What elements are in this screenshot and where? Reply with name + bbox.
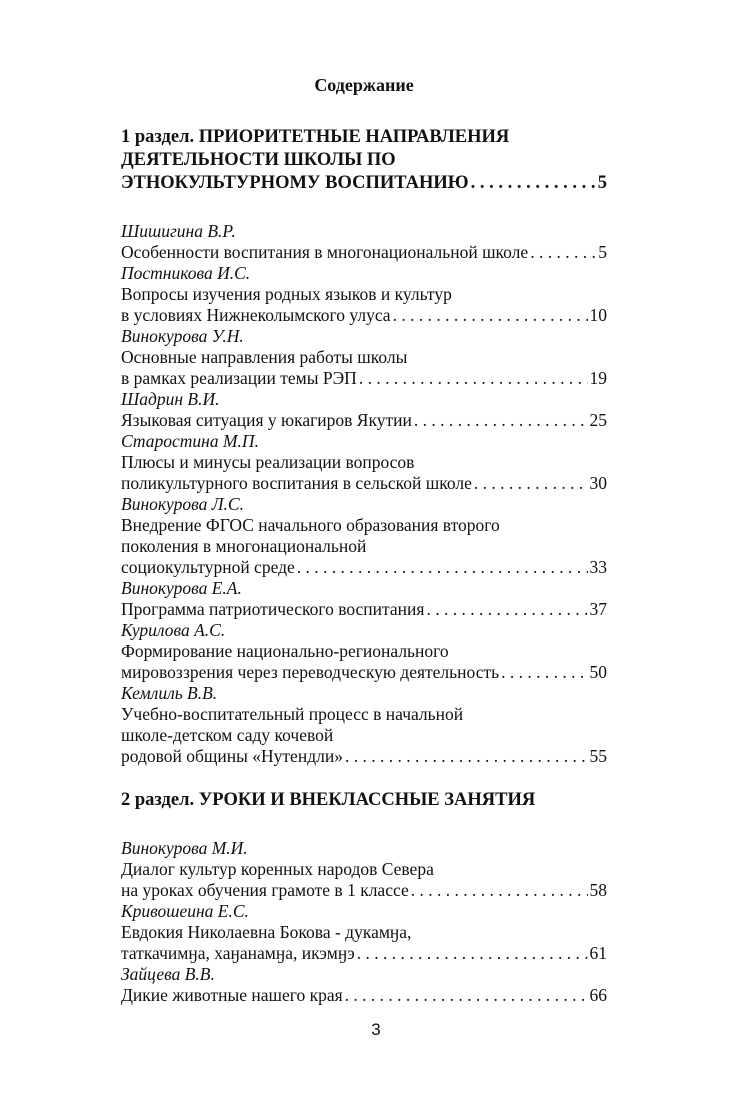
page-number: 3 <box>371 1020 381 1039</box>
entry-author: Шишигина В.Р. <box>121 221 236 241</box>
section-1-page: 5 <box>597 173 607 193</box>
entry-last-line <box>121 746 607 767</box>
entry-author: Винокурова Е.А. <box>121 578 242 598</box>
section-1-heading <box>121 126 607 195</box>
dot-leader <box>426 599 587 620</box>
toc-entry <box>121 578 607 620</box>
section-1-last-line <box>121 172 607 195</box>
section-2-heading <box>121 789 607 812</box>
dot-leader <box>359 368 588 389</box>
entry-title-line: на уроках обучения грамоте в 1 классе <box>121 880 409 900</box>
entry-title-line: Особенности воспитания в многонациональной школе <box>121 242 529 262</box>
entry-author: Старостина М.П. <box>121 431 259 451</box>
section-1-line-2: ДЕЯТЕЛЬНОСТИ ШКОЛЫ ПО <box>121 150 396 170</box>
entry-title-line: поколения в многонациональной <box>121 536 367 556</box>
entry-last-line <box>121 368 607 389</box>
entry-last-line <box>121 557 607 578</box>
entry-page: 19 <box>589 368 607 388</box>
entry-author: Постникова И.С. <box>121 263 251 283</box>
entry-title-line: Программа патриотического воспитания <box>121 599 425 619</box>
entry-page: 25 <box>589 410 607 430</box>
entry-title-line: Учебно-воспитательный процесс в начальной <box>121 704 464 724</box>
entry-last-line <box>121 305 607 326</box>
section-1-line-3: ЭТНОКУЛЬТУРНОМУ ВОСПИТАНИЮ <box>121 173 469 193</box>
dot-leader <box>414 410 588 431</box>
entry-last-line <box>121 662 607 683</box>
dot-leader <box>297 557 588 578</box>
toc-entry <box>121 389 607 431</box>
entry-title-line: Формирование национально-регионального <box>121 641 449 661</box>
entry-title-line: Дикие животные нашего края <box>121 985 343 1005</box>
entry-title-line: в условиях Нижнеколымского улуса <box>121 305 391 325</box>
toc-entry <box>121 683 607 767</box>
entry-title-line: Вопросы изучения родных языков и культур <box>121 284 452 304</box>
toc-entry <box>121 326 607 389</box>
dot-leader <box>474 473 588 494</box>
toc-page <box>121 60 607 1006</box>
entry-title-line: Языковая ситуация у юкагиров Якутии <box>121 410 412 430</box>
toc-heading: Содержание <box>314 75 414 95</box>
toc-entry <box>121 263 607 326</box>
toc-entry <box>121 901 607 964</box>
entry-author: Зайцева В.В. <box>121 964 215 984</box>
toc-entry <box>121 620 607 683</box>
entry-author: Кривошеина Е.С. <box>121 901 249 921</box>
entry-last-line <box>121 943 607 964</box>
entry-page: 30 <box>589 473 607 493</box>
section-2-title: 2 раздел. УРОКИ И ВНЕКЛАССНЫЕ ЗАНЯТИЯ <box>121 790 536 810</box>
dot-leader <box>471 172 596 195</box>
entry-title-line: родовой общины «Нутендли» <box>121 746 343 766</box>
dot-leader <box>530 242 596 263</box>
entry-last-line <box>121 599 607 620</box>
entry-title-line: в рамках реализации темы РЭП <box>121 368 357 388</box>
toc-entry <box>121 221 607 263</box>
entry-page: 55 <box>589 746 607 766</box>
entry-title-line: школе-детском саду кочевой <box>121 725 334 745</box>
entry-page: 33 <box>589 557 607 577</box>
entry-author: Кемлиль В.В. <box>121 683 218 703</box>
section-2-entries <box>121 838 607 1006</box>
entry-page: 50 <box>589 662 607 682</box>
dot-leader <box>393 305 588 326</box>
entry-title-line: Основные направления работы школы <box>121 347 408 367</box>
dot-leader <box>501 662 587 683</box>
section-1-line-1: 1 раздел. ПРИОРИТЕТНЫЕ НАПРАВЛЕНИЯ <box>121 127 510 147</box>
entry-title-line: Диалог культур коренных народов Севера <box>121 859 434 879</box>
entry-last-line <box>121 242 607 263</box>
entry-page: 10 <box>589 305 607 325</box>
dot-leader <box>357 943 588 964</box>
entry-title-line: поликультурного воспитания в сельской школе <box>121 473 472 493</box>
entry-author: Винокурова Л.С. <box>121 494 244 514</box>
entry-author: Курилова А.С. <box>121 620 226 640</box>
dot-leader <box>345 985 588 1006</box>
entry-last-line <box>121 473 607 494</box>
entry-author: Шадрин В.И. <box>121 389 220 409</box>
dot-leader <box>345 746 588 767</box>
entry-author: Винокурова М.И. <box>121 838 248 858</box>
entry-last-line <box>121 985 607 1006</box>
toc-entry <box>121 431 607 494</box>
entry-page: 37 <box>589 599 607 619</box>
entry-page: 61 <box>589 943 607 963</box>
entry-author: Винокурова У.Н. <box>121 326 244 346</box>
entry-last-line <box>121 880 607 901</box>
entry-page: 5 <box>598 242 607 262</box>
entry-page: 58 <box>589 880 607 900</box>
entry-last-line <box>121 410 607 431</box>
entry-title-line: Внедрение ФГОС начального образования второго <box>121 515 500 535</box>
entry-title-line: Евдокия Николаевна Бокова - дукамӈа, <box>121 922 412 942</box>
entry-title-line: социокультурной среде <box>121 557 295 577</box>
toc-entry <box>121 964 607 1006</box>
entry-title-line: Плюсы и минусы реализации вопросов <box>121 452 415 472</box>
entry-title-line: мировоззрения через переводческую деятельность <box>121 662 500 682</box>
toc-entry <box>121 838 607 901</box>
dot-leader <box>411 880 588 901</box>
section-1-entries <box>121 221 607 767</box>
entry-title-line: таткачимӈа, хаӈанамӈа, икэмӈэ <box>121 943 355 963</box>
toc-entry <box>121 494 607 578</box>
entry-page: 66 <box>589 985 607 1005</box>
